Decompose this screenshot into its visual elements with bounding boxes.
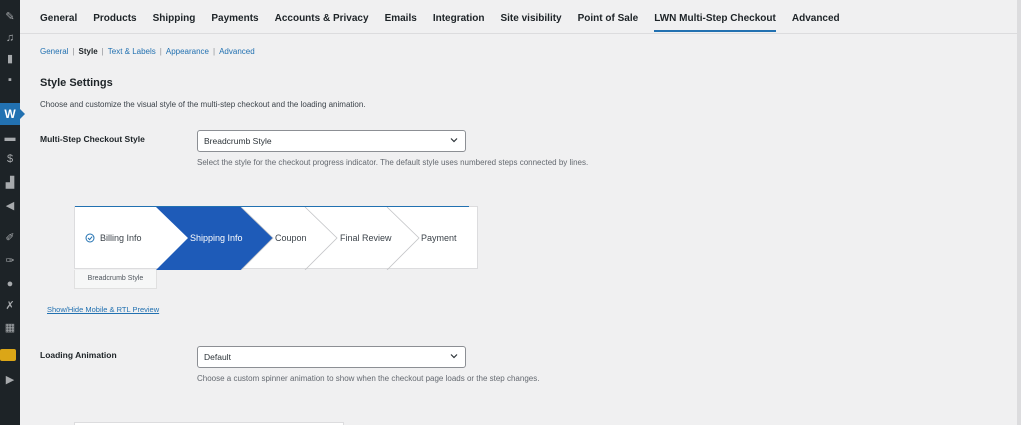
plugins-icon[interactable]: ✑ — [5, 255, 15, 267]
settings-icon[interactable]: ▦ — [4, 322, 16, 334]
step-billing-info: Billing Info — [100, 233, 142, 243]
subnav-separator: | — [159, 47, 162, 56]
step-coupon: Coupon — [275, 233, 307, 243]
loading-animation-select[interactable] — [197, 346, 466, 368]
checkout-style-help: Select the style for the checkout progress indicator. The default style uses numbered steps connected by lines. — [197, 158, 589, 167]
subnav-appearance[interactable]: Appearance — [165, 47, 210, 56]
subnav-separator: | — [72, 47, 75, 56]
tab-products[interactable]: Products — [93, 13, 137, 24]
loading-animation-value: Default — [204, 352, 231, 362]
tools-icon[interactable]: ✗ — [5, 300, 15, 312]
analytics-icon[interactable]: ▟ — [5, 177, 15, 189]
step-final-review: Final Review — [340, 233, 392, 243]
chevron-down-icon — [450, 352, 458, 360]
section-description: Choose and customize the visual style of the multi-step checkout and the loading animation. — [40, 100, 366, 109]
section-title: Style Settings — [40, 77, 113, 89]
loading-animation-help: Choose a custom spinner animation to show when the checkout page loads or the step changes. — [197, 374, 540, 383]
tabs-divider — [20, 33, 1017, 34]
media-icon[interactable]: ♫ — [5, 32, 15, 44]
admin-sidebar — [0, 0, 20, 425]
products-icon[interactable]: ▬ — [4, 132, 16, 144]
comments-icon[interactable]: ▪ — [8, 74, 12, 86]
checkout-style-value: Breadcrumb Style — [204, 136, 272, 146]
appearance-icon[interactable]: ✐ — [5, 232, 15, 244]
users-icon[interactable]: ● — [6, 278, 14, 290]
page-scrollbar[interactable] — [1017, 0, 1021, 425]
pages-icon[interactable]: ▮ — [6, 53, 14, 65]
breadcrumb-preview — [74, 206, 478, 269]
tab-accounts-privacy[interactable]: Accounts & Privacy — [274, 13, 369, 24]
play-icon[interactable]: ▶ — [5, 374, 15, 386]
tab-shipping[interactable]: Shipping — [152, 13, 196, 24]
check-circle-icon — [86, 234, 94, 242]
payments-icon[interactable]: $ — [6, 153, 14, 165]
tab-point-of-sale[interactable]: Point of Sale — [577, 13, 639, 24]
tab-integration[interactable]: Integration — [432, 13, 485, 24]
step-divider — [305, 207, 337, 270]
tab-general[interactable]: General — [40, 13, 78, 24]
subnav-separator: | — [213, 47, 216, 56]
tab-emails[interactable]: Emails — [384, 13, 417, 24]
preview-caption: Breadcrumb Style — [74, 270, 157, 289]
step-divider — [387, 207, 419, 270]
subnav-advanced[interactable]: Advanced — [219, 47, 255, 56]
tab-payments[interactable]: Payments — [211, 13, 259, 24]
settings-tabs — [40, 8, 856, 32]
pin-icon[interactable]: ✎ — [5, 11, 15, 23]
chevron-down-icon — [450, 136, 458, 144]
subnav-separator: | — [101, 47, 104, 56]
tab-site-visibility[interactable]: Site visibility — [500, 13, 562, 24]
step-shipping-info: Shipping Info — [190, 233, 243, 243]
loading-animation-label: Loading Animation — [40, 350, 117, 360]
tab-lwn-multi-step-checkout[interactable]: LWN Multi-Step Checkout — [654, 8, 776, 32]
breadcrumb-steps — [75, 207, 479, 270]
check-mark-icon — [88, 237, 92, 240]
sub-navigation — [40, 47, 255, 56]
subnav-text-labels[interactable]: Text & Labels — [107, 47, 156, 56]
toggle-mobile-rtl-preview-link[interactable]: Show/Hide Mobile & RTL Preview — [47, 305, 160, 314]
woocommerce-icon[interactable]: W — [0, 103, 20, 125]
step-payment: Payment — [421, 233, 457, 243]
subnav-style[interactable]: Style — [78, 47, 98, 56]
addon-icon[interactable] — [0, 349, 16, 361]
marketing-icon[interactable]: ◀ — [5, 200, 15, 212]
checkout-style-select[interactable] — [197, 130, 466, 152]
checkout-style-label: Multi-Step Checkout Style — [40, 134, 145, 144]
subnav-general[interactable]: General — [40, 47, 69, 56]
tab-advanced[interactable]: Advanced — [791, 13, 840, 24]
